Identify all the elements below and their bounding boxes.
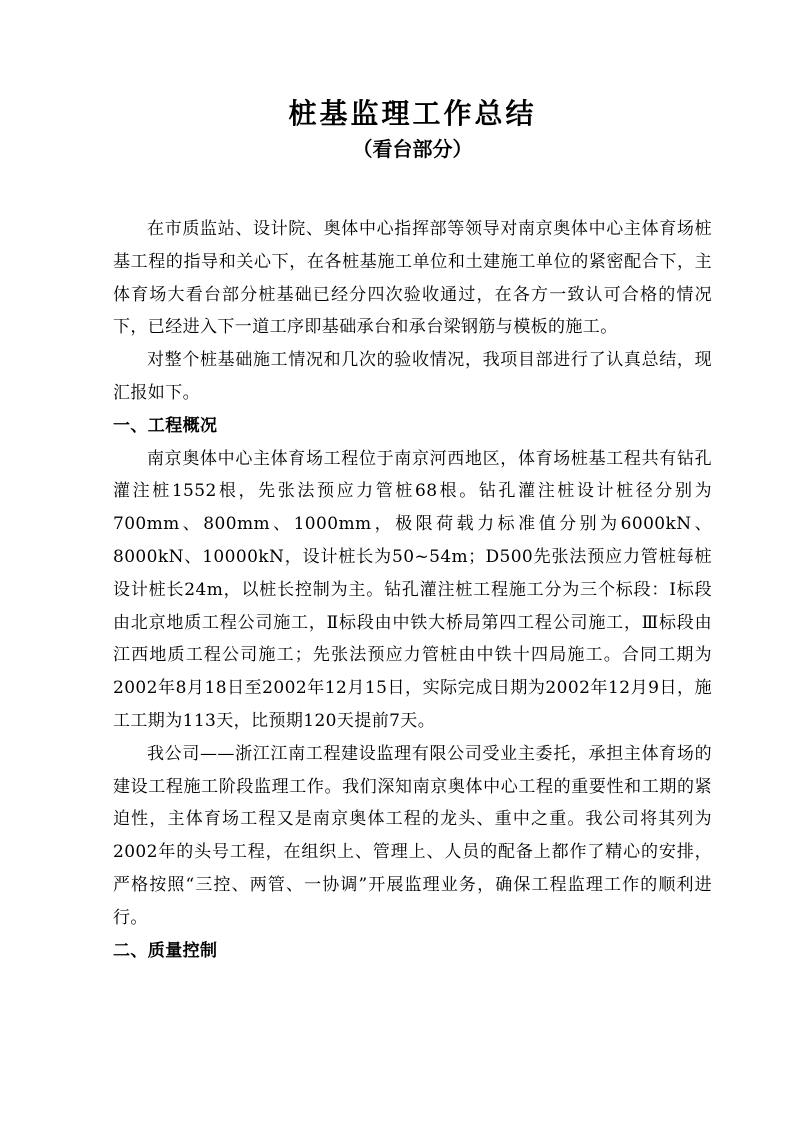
intro-paragraph-2: 对整个桩基础施工情况和几次的验收情况，我项目部进行了认真总结，现汇报如下。: [113, 350, 712, 403]
intro-paragraph-1: 在市质监站、设计院、奥体中心指挥部等领导对南京奥体中心主体育场桩基工程的指导和关心下，在各桩基施工单位和土建施工单位的紧密配合下，主体育场大看台部分桩基础已经分四次验收通过，在各方一致认可合格的情况下，已经进入下一道工序即基础承台和承台梁钢筋与模板的施工。: [113, 219, 712, 338]
section-heading-overview: 一、工程概况: [113, 415, 218, 436]
document-title: 桩基监理工作总结: [288, 97, 537, 130]
overview-paragraph-2: 我公司——浙江江南工程建设监理有限公司受业主委托，承担主体育场的建设工程施工阶段监理工作。我们深知南京奥体中心工程的重要性和工期的紧迫性，主体育场工程又是南京奥体工程的龙头、重中之重。我公司将其列为2002年的头号工程，在组织上、管理上、人员的配备上都作了精心的安排，严格按照“三控、两管、一协调”开展监理业务，确保工程监理工作的顺利进行。: [113, 743, 712, 928]
section-heading-quality-control: 二、质量控制: [113, 940, 218, 961]
document-subtitle: （看台部分）: [352, 137, 473, 161]
overview-paragraph-1: 南京奥体中心主体育场工程位于南京河西地区，体育场桩基工程共有钻孔灌注桩1552根，先张法预应力管桩68根。钻孔灌注桩设计桩径分别为700mm、800mm、1000mm，极限荷载力标准值分别为6000kN、8000kN、10000kN，设计桩长为50~54m；D500先张法预应力管桩每桩设计桩长24m，以桩长控制为主。钻孔灌注桩工程施工分为三个标段：Ⅰ标段由北京地质工程公司施工，Ⅱ标段由中铁大桥局第四工程公司施工，Ⅲ标段由江西地质工程公司施工；先张法预应力管桩由中铁十四局施工。合同工期为2002年8月18日至2002年12月15日，实际完成日期为2002年12月9日，施工工期为113天，比预期120天提前7天。: [113, 448, 712, 731]
document-body: [113, 213, 712, 967]
